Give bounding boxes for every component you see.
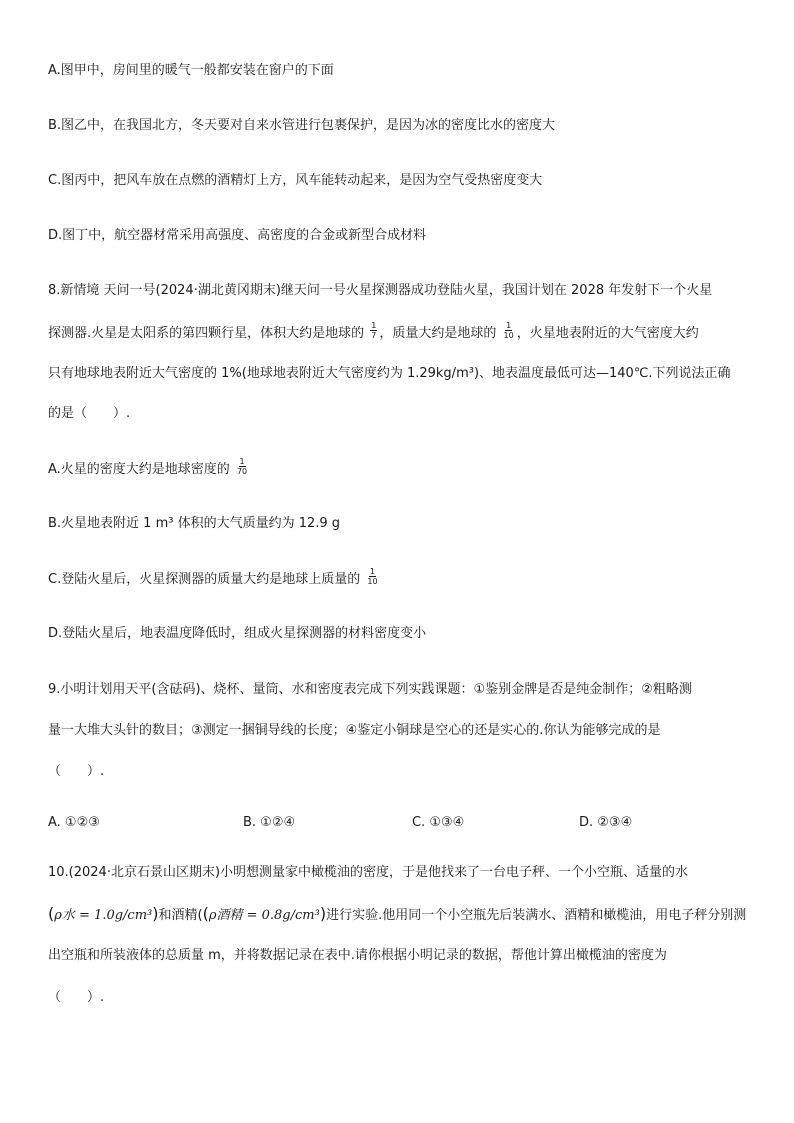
fraction-denominator: 70 [236,467,248,476]
alcohol-density-formula: ρ酒精 = 0.8g/cm³ [208,908,320,923]
q8-option-d: D.登陆火星后，地表温度降低时，组成火星探测器的材料密度变小 [48,626,427,641]
q7-option-b: B.图乙中，在我国北方，冬天要对自来水管进行包裹保护，是因为冰的密度比水的密度大 [48,118,556,133]
q10-stem-line1: 10.(2024·北京石景山区期末)小明想测量家中橄榄油的密度，于是他找来了一台电子秤、一个小空瓶、适量的水 [48,865,689,880]
q7-option-a: A.图甲中，房间里的暖气一般都安装在窗户的下面 [48,63,334,78]
fraction-numerator: 1 [369,567,375,576]
q10-stem-line2 [48,905,746,925]
fraction-numerator: 1 [506,321,512,330]
q8-option-c [48,567,381,589]
q7-option-c: C.图丙中，把风车放在点燃的酒精灯上方，风车能转动起来，是因为空气受热密度变大 [48,173,543,188]
q8-stem-line1: 8.新情境 天问一号(2024·湖北黄冈期末)继天问一号火星探测器成功登陆火星，我国计划在 2028 年发射下一个火星 [48,283,713,298]
fraction-denominator: 10 [367,577,378,586]
q10-stem-line4: （ ）. [48,990,105,1005]
fraction-option-a [236,457,248,476]
paren-close-2: ) [319,904,327,923]
q9-stem-line1: 9.小明计划用天平(含砝码)、烧杯、量筒、水和密度表完成下列实践课题：①鉴别金牌是否是纯金制作；②粗略测 [48,682,692,697]
q10-stem-line3: 出空瓶和所装液体的总质量 m，并将数据记录在表中.请你根据小明记录的数据，帮他计算出橄榄油的密度为 [48,948,667,963]
fraction-numerator: 1 [239,457,245,466]
q8-option-a-text: A.火星的密度大约是地球密度的 [48,462,230,477]
q10-stem-line2-rest: 进行实验.他用同一个小空瓶先后装满水、酒精和橄榄油，用电子秤分别测 [326,908,747,923]
q10-stem-line2-mid: 和酒精( [158,908,203,923]
fraction-option-c [366,567,378,586]
fraction-numerator: 1 [371,321,377,330]
q9-option-d: D. ②③④ [579,815,633,830]
fraction-mass [503,321,515,340]
q9-option-a: A. ①②③ [48,815,100,830]
q7-option-d: D.图丁中，航空器材常采用高强度、高密度的合金或新型合成材料 [48,228,427,243]
q8-stem-line2-b: ，质量大约是地球的 [379,326,497,341]
fraction-denominator: 10 [503,331,514,340]
q8-stem-line3: 只有地球地表附近大气密度的 1%(地球地表附近大气密度约为 1.29kg/m³)、地表温度最低可达—140℃.下列说法正确 [48,366,731,381]
q8-option-a [48,457,250,479]
q8-stem-line4: 的是（ ）. [48,406,131,421]
water-density-formula: ρ水 = 1.0g/cm³ [54,908,153,923]
q8-option-c-text: C.登陆火星后，火星探测器的质量大约是地球上质量的 [48,572,361,587]
q8-stem-line2-c: ，火星地表附近的大气密度大约 [516,326,699,341]
fraction-denominator: 7 [371,331,377,340]
q8-stem-line2 [48,321,699,343]
fraction-volume [370,321,377,340]
paren-open-2: ( [202,904,209,923]
q9-stem-line2: 量一大堆大头针的数目；③测定一捆铜导线的长度；④鉴定小铜球是空心的还是实心的.你认为能够完成的是 [48,723,661,738]
paren-open: ( [48,904,55,923]
paren-close: ) [152,904,159,923]
q9-option-c: C. ①③④ [412,815,465,830]
q8-option-b: B.火星地表附近 1 m³ 体积的大气质量约为 12.9 g [48,516,341,531]
q9-stem-line3: （ ）. [48,764,105,779]
q8-stem-line2-a: 探测器.火星是太阳系的第四颗行星，体积大约是地球的 [48,326,365,341]
q9-option-b: B. ①②④ [243,815,296,830]
